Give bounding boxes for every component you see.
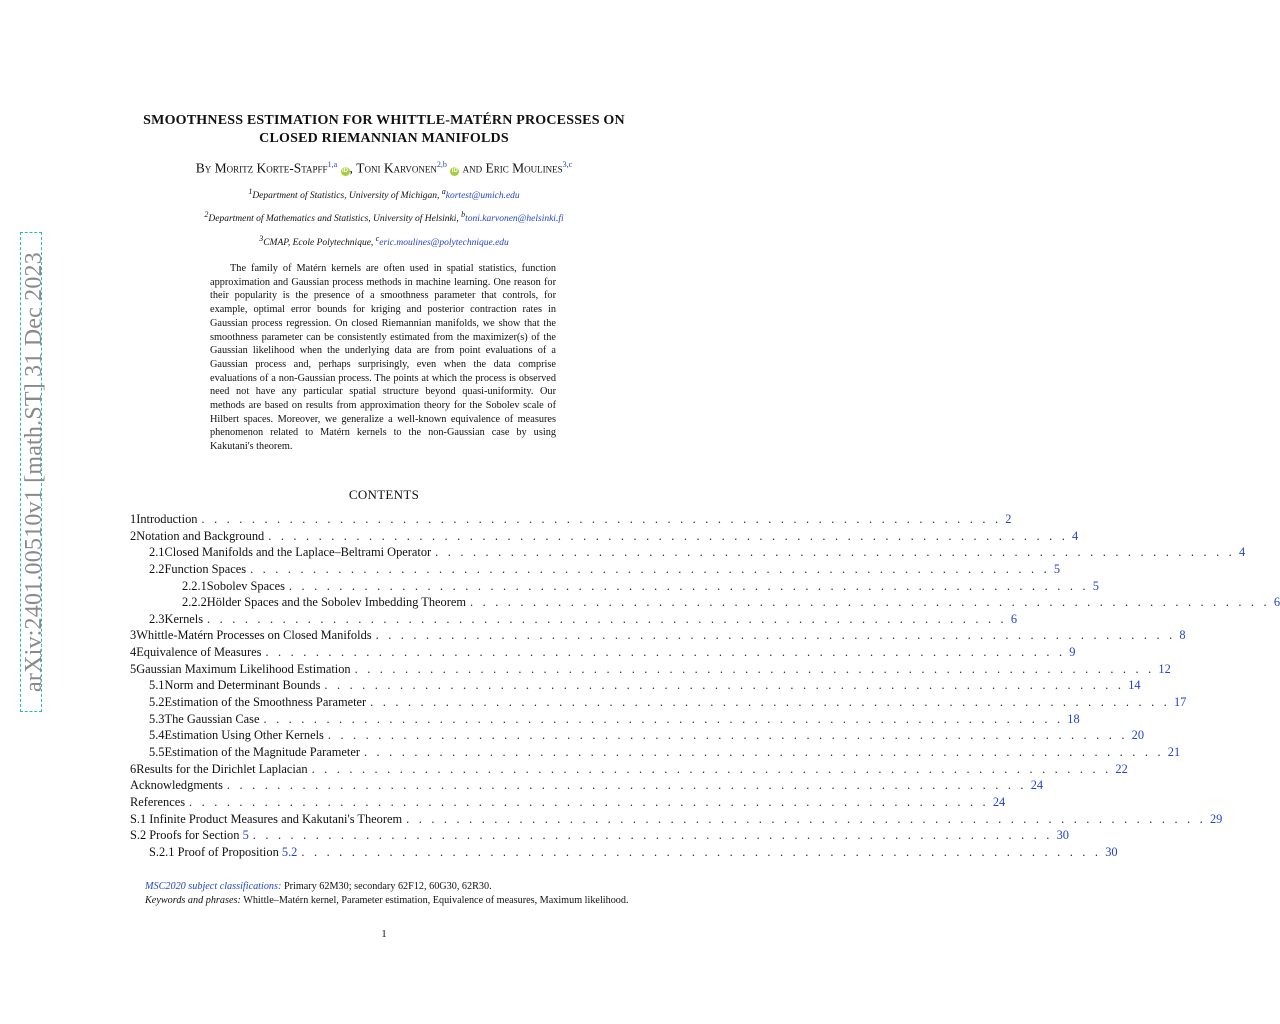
toc-entry[interactable]: [130, 777, 1044, 794]
email-sup: b: [461, 210, 466, 219]
toc-entry-label: Hölder Spaces and the Sobolev Imbedding Theorem: [206, 595, 467, 610]
toc-entry-label: Estimation of the Magnitude Parameter: [164, 744, 360, 759]
toc-entry-label: Sobolev Spaces: [206, 578, 285, 593]
toc-leader-dots: . . . . . . . . . . . . . . . . . . . . . . . . . . . . . . . . . . . . . . . . . . . . . . . . . . . . . . . . . . . . . . . .: [363, 744, 1164, 759]
toc-page-link[interactable]: 12: [1158, 661, 1171, 676]
toc-entry[interactable]: [130, 544, 1246, 561]
toc-page-link[interactable]: 5: [1092, 578, 1099, 593]
toc-page-link[interactable]: 8: [1179, 628, 1186, 643]
toc-entry[interactable]: [130, 661, 1171, 678]
toc-entry-label: Results for the Dirichlet Laplacian: [136, 761, 308, 776]
toc-entry[interactable]: [130, 594, 1280, 611]
toc-page-link[interactable]: 30: [1056, 828, 1069, 843]
keywords-text: Whittle–Matérn kernel, Parameter estimation, Equivalence of measures, Maximum likelihood.: [243, 895, 629, 906]
toc-entry[interactable]: [130, 794, 1006, 811]
author-3-name: Eric Moulines: [485, 160, 563, 176]
toc-entry[interactable]: [130, 627, 1186, 644]
email-link[interactable]: eric.moulines@polytechnique.edu: [379, 238, 509, 249]
toc-leader-dots: . . . . . . . . . . . . . . . . . . . . . . . . . . . . . . . . . . . . . . . . . . . . . . . . . . . . . . . . . . . . . . . .: [375, 628, 1176, 643]
toc-entry-number: 5.1: [149, 678, 165, 693]
toc-entry-label: S.2.1 Proof of Proposition: [149, 844, 279, 859]
abstract: [210, 262, 556, 454]
toc-entry[interactable]: [130, 844, 1118, 861]
keywords-label: Keywords and phrases:: [145, 895, 241, 906]
toc-entry-number: 5.4: [149, 728, 165, 743]
toc-entry[interactable]: [130, 561, 1061, 578]
msc-footnote: [115, 880, 643, 894]
toc-leader-dots: . . . . . . . . . . . . . . . . . . . . . . . . . . . . . . . . . . . . . . . . . . . . . . . . . . . . . . . . . . . . . . . .: [435, 545, 1235, 560]
toc-entry-label: The Gaussian Case: [164, 711, 260, 726]
toc-entry-label: S.2 Proofs for Section: [130, 828, 240, 843]
toc-leader-dots: . . . . . . . . . . . . . . . . . . . . . . . . . . . . . . . . . . . . . . . . . . . . . . . . . . . . . . . . . . . . . . . .: [201, 512, 1002, 526]
toc-leader-dots: . . . . . . . . . . . . . . . . . . . . . . . . . . . . . . . . . . . . . . . . . . . . . . . . . . . . . . . . . . . . . . . .: [301, 844, 1102, 859]
affiliation-2: [100, 210, 668, 224]
author-1-name: Moritz Korte-Stapff: [214, 160, 328, 176]
affiliation-text: Department of Mathematics and Statistics, University of Helsinki,: [208, 214, 459, 225]
toc-entry-number: 2.2.1: [182, 578, 207, 593]
affiliation-sup: 1: [248, 187, 253, 196]
toc-leader-dots: . . . . . . . . . . . . . . . . . . . . . . . . . . . . . . . . . . . . . . . . . . . . . . . . . . . . . . . . . . . . . . . .: [207, 611, 1007, 626]
email-sup: a: [441, 187, 446, 196]
toc-leader-dots: . . . . . . . . . . . . . . . . . . . . . . . . . . . . . . . . . . . . . . . . . . . . . . . . . . . . . . . . . . . . . . . .: [311, 761, 1112, 776]
toc-entry-label: Estimation of the Smoothness Parameter: [164, 695, 367, 710]
toc-entry[interactable]: [130, 711, 1080, 728]
affiliation-3: [100, 234, 668, 248]
toc-leader-dots: . . . . . . . . . . . . . . . . . . . . . . . . . . . . . . . . . . . . . . . . . . . . . . . . . . . . . . . . . . . . . . . .: [250, 561, 1050, 576]
by-word: By: [195, 160, 212, 176]
toc-entry-label: S.1 Infinite Product Measures and Kakutani's Theorem: [130, 811, 403, 826]
arxiv-stamp: [12, 232, 47, 712]
abstract-text: The family of Matérn kernels are often used in spatial statistics, function approximation and Gaussian process methods in machine learning. One reason for their popularity is the presence of a smoothness parameter that controls, for example, optimal error bounds for kriging and posterior contraction rates in Gaussian process regression. On closed Riemannian manifolds, we show that the smoothness parameter can be consistently estimated from the maximizer(s) of the Gaussian likelihood when the underlying data are from point evaluations of a Gaussian process and, perhaps surprisingly, even when the data comprise evaluations of a non-Gaussian process. The points at which the process is observed need not have any particular spatial structure beyond quasi-uniformity. Our methods are based on results from approximation theory for the Sobolev scale of Hilbert spaces. Moreover, we generalize a well-known equivalence of measures phenomenon related to Matérn kernels to the non-Gaussian case by using Kakutani's theorem.: [210, 263, 556, 453]
toc-entry-label: References: [130, 794, 186, 809]
toc-entry[interactable]: [130, 694, 1187, 711]
toc-leader-dots: . . . . . . . . . . . . . . . . . . . . . . . . . . . . . . . . . . . . . . . . . . . . . . . . . . . . . . . . . . . . . . . .: [268, 528, 1069, 543]
toc-entry-label: Notation and Background: [136, 528, 265, 543]
toc-entry-label: Function Spaces: [164, 561, 247, 576]
toc-page-link[interactable]: 6: [1273, 595, 1280, 610]
toc-entry[interactable]: [130, 511, 1012, 528]
toc-entry-label: Gaussian Maximum Likelihood Estimation: [136, 661, 351, 676]
toc-leader-dots: . . . . . . . . . . . . . . . . . . . . . . . . . . . . . . . . . . . . . . . . . . . . . . . . . . . . . . . . . . . . . . . .: [324, 678, 1125, 693]
toc-page-link[interactable]: 29: [1209, 811, 1223, 826]
toc-leader-dots: . . . . . . . . . . . . . . . . . . . . . . . . . . . . . . . . . . . . . . . . . . . . . . . . . . . . . . . . . . . . . . . .: [189, 794, 989, 809]
affiliation-sup: 2: [204, 210, 209, 219]
toc-page-link[interactable]: 18: [1067, 711, 1080, 726]
toc-entry-number: 2: [130, 528, 137, 543]
and-word: and: [462, 160, 483, 176]
toc-entry[interactable]: [130, 677, 1141, 694]
author-1-sup[interactable]: 1,a: [327, 160, 338, 169]
toc-entry-number: 2.1: [149, 545, 165, 560]
toc-entry-number: 5.5: [149, 744, 165, 759]
toc-page-link[interactable]: 14: [1128, 678, 1141, 693]
toc-leader-dots: . . . . . . . . . . . . . . . . . . . . . . . . . . . . . . . . . . . . . . . . . . . . . . . . . . . . . . . . . . . . . . . .: [470, 595, 1270, 610]
toc-leader-dots: . . . . . . . . . . . . . . . . . . . . . . . . . . . . . . . . . . . . . . . . . . . . . . . . . . . . . . . . . . . . . . . .: [327, 728, 1128, 743]
toc-leader-dots: . . . . . . . . . . . . . . . . . . . . . . . . . . . . . . . . . . . . . . . . . . . . . . . . . . . . . . . . . . . . . . . .: [263, 711, 1064, 726]
toc-page-link[interactable]: 2: [1005, 512, 1012, 526]
toc-entry-number: 5.2: [149, 695, 165, 710]
toc-entry[interactable]: [130, 611, 1018, 628]
email-link[interactable]: kortest@umich.edu: [445, 191, 520, 202]
toc-entry[interactable]: [130, 744, 1181, 761]
msc-text: Primary 62M30; secondary 62F12, 60G30, 62R30.: [283, 881, 492, 892]
toc-page-link[interactable]: 22: [1115, 761, 1128, 776]
toc-entry[interactable]: [130, 644, 1076, 661]
toc-page-link[interactable]: 24: [1030, 778, 1044, 793]
footnotes: [115, 880, 643, 908]
toc-entry-number: 2.2.2: [182, 595, 207, 610]
msc-label[interactable]: MSC2020 subject classifications:: [145, 881, 282, 892]
orcid-icon[interactable]: iD: [451, 167, 458, 174]
toc-page-link[interactable]: 9: [1069, 645, 1076, 660]
toc-leader-dots: . . . . . . . . . . . . . . . . . . . . . . . . . . . . . . . . . . . . . . . . . . . . . . . . . . . . . . . . . . . . . . . .: [288, 578, 1089, 593]
toc-page-link[interactable]: 24: [992, 794, 1006, 809]
email-link[interactable]: toni.karvonen@helsinki.fi: [465, 214, 564, 225]
affiliation-text: Department of Statistics, University of Michigan,: [252, 191, 440, 202]
keywords-footnote: [85, 894, 643, 908]
arxiv-identifier[interactable]: arXiv:2401.00510v1 [math.ST] 31 Dec 2023: [21, 252, 47, 692]
toc-page-link[interactable]: 5: [1053, 561, 1061, 576]
toc-entry-reference-link[interactable]: 5: [242, 828, 249, 843]
toc-entry-number: 3: [130, 628, 137, 643]
toc-page-link[interactable]: 20: [1131, 728, 1145, 743]
author-2-sup[interactable]: 2,b: [436, 160, 447, 169]
toc-page-link[interactable]: 4: [1072, 528, 1079, 543]
toc-page-link[interactable]: 6: [1010, 611, 1018, 626]
author-2-name: Toni Karvonen: [356, 160, 437, 176]
toc-entry[interactable]: [130, 578, 1099, 595]
toc-entry-number: 6: [130, 761, 137, 776]
toc-entry[interactable]: [130, 727, 1145, 744]
toc-entry-number: 2.3: [149, 611, 165, 626]
toc-entry[interactable]: [130, 811, 1223, 828]
page-number: 1: [381, 928, 387, 940]
toc-entry-number: 5.3: [149, 711, 165, 726]
affiliation-1: [100, 187, 668, 201]
toc-entry-reference-link[interactable]: 5.2: [281, 844, 298, 859]
toc-entry-number: 4: [130, 645, 137, 660]
table-of-contents: [130, 511, 1280, 860]
toc-entry-label: Closed Manifolds and the Laplace–Beltrami Operator: [164, 545, 432, 560]
toc-entry[interactable]: [130, 761, 1128, 778]
toc-entry-number: 2.2: [149, 561, 165, 576]
toc-page-link[interactable]: 21: [1167, 744, 1181, 759]
toc-entry-label: Introduction: [136, 512, 198, 526]
toc-page-link[interactable]: 30: [1105, 844, 1118, 859]
toc-entry-label: Whittle-Matérn Processes on Closed Manifolds: [136, 628, 372, 643]
toc-entry-label: Estimation Using Other Kernels: [164, 728, 324, 743]
orcid-icon[interactable]: iD: [342, 167, 348, 174]
toc-leader-dots: . . . . . . . . . . . . . . . . . . . . . . . . . . . . . . . . . . . . . . . . . . . . . . . . . . . . . . . . . . . . . . . .: [226, 778, 1027, 793]
author-line: By Moritz Korte-Stapff$^{1,a}$ iD , Toni Karvonen$^{2,b}$ iD and Eric Moulines$^{3,c}$: [195, 160, 573, 176]
toc-leader-dots: . . . . . . . . . . . . . . . . . . . . . . . . . . . . . . . . . . . . . . . . . . . . . . . . . . . . . . . . . . . . . . . .: [252, 828, 1053, 843]
toc-entry-label: Acknowledgments: [130, 778, 223, 793]
author-3-sup[interactable]: 3,c: [562, 160, 573, 169]
toc-leader-dots: . . . . . . . . . . . . . . . . . . . . . . . . . . . . . . . . . . . . . . . . . . . . . . . . . . . . . . . . . . . . . . . .: [406, 811, 1206, 826]
toc-entry-label: Equivalence of Measures: [136, 645, 262, 660]
toc-entry[interactable]: [130, 827, 1069, 844]
toc-page-link[interactable]: 17: [1173, 695, 1187, 710]
toc-entry-number: 1: [130, 512, 137, 526]
title-line-1: SMOOTHNESS ESTIMATION FOR WHITTLE-MATÉRN PROCESSES ON: [143, 113, 625, 128]
toc-entry[interactable]: [130, 528, 1079, 545]
affiliation-text: CMAP, Ecole Polytechnique,: [263, 238, 374, 249]
toc-entry-label: Kernels: [164, 611, 204, 626]
paper-title: [120, 112, 648, 148]
toc-entry-number: 5: [130, 661, 137, 676]
title-line-2: CLOSED RIEMANNIAN MANIFOLDS: [259, 131, 509, 146]
toc-page-link[interactable]: 4: [1238, 545, 1246, 560]
email-sup: c: [375, 234, 380, 243]
contents-heading: CONTENTS: [348, 487, 420, 502]
affiliation-sup: 3: [259, 234, 264, 243]
toc-leader-dots: . . . . . . . . . . . . . . . . . . . . . . . . . . . . . . . . . . . . . . . . . . . . . . . . . . . . . . . . . . . . . . . .: [370, 695, 1170, 710]
toc-leader-dots: . . . . . . . . . . . . . . . . . . . . . . . . . . . . . . . . . . . . . . . . . . . . . . . . . . . . . . . . . . . . . . . .: [265, 645, 1066, 660]
toc-entry-label: Norm and Determinant Bounds: [164, 678, 321, 693]
toc-leader-dots: . . . . . . . . . . . . . . . . . . . . . . . . . . . . . . . . . . . . . . . . . . . . . . . . . . . . . . . . . . . . . . . .: [354, 661, 1155, 676]
